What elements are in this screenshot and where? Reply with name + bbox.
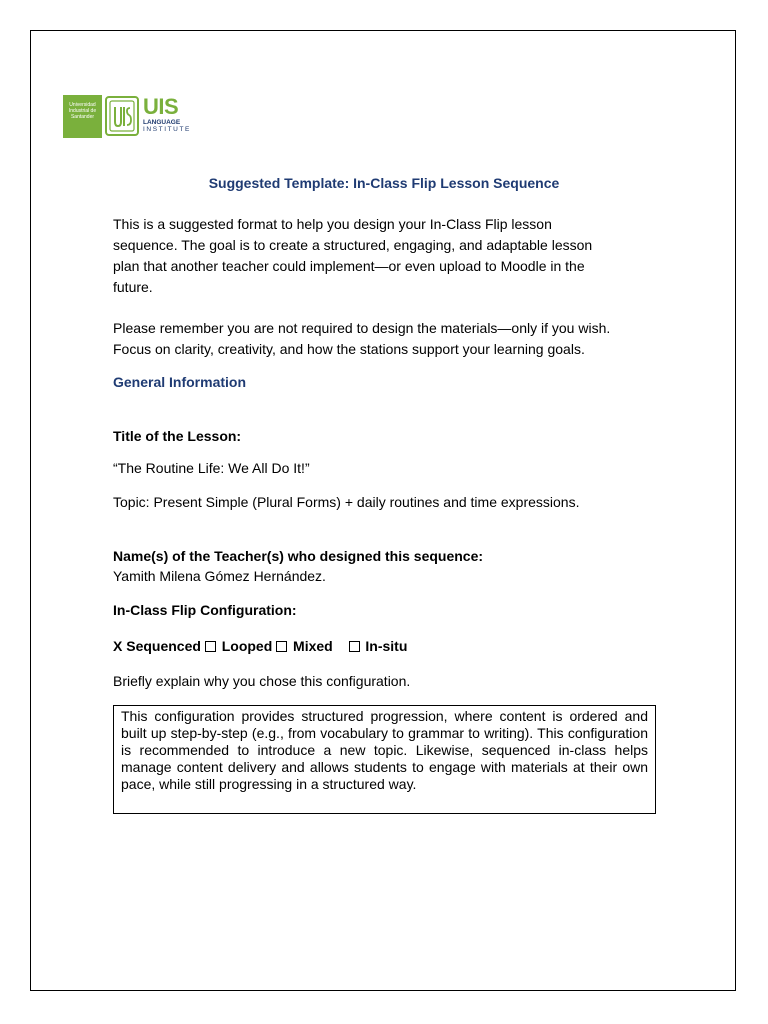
uis-logo: [63, 94, 191, 140]
mixed-checkbox[interactable]: [276, 641, 287, 652]
uis-brand-text: UIS: [143, 94, 179, 119]
language-institute-text: [143, 119, 191, 133]
university-line-1: Universidad: [69, 102, 96, 108]
reminder-line: Focus on clarity, creativity, and how the stations support your learning goals.: [113, 341, 585, 357]
topic-text: Topic: Present Simple (Plural Forms) + daily routines and time expressions.: [113, 494, 580, 510]
explanation-box[interactable]: This configuration provides structured progression, where content is ordered and built up step-by-step (e.g., from vocabulary to grammar to writing). This configuration is recommended to introduce a new topic. Likewise, sequenced in-class helps manage content delivery and allows students to engage with materials at their own pace, while still progressing in a structured way.: [113, 705, 656, 814]
reminder-paragraph: [113, 318, 673, 360]
university-line-3: Santander: [70, 114, 95, 120]
teacher-name: Yamith Milena Gómez Hernández.: [113, 568, 326, 584]
intro-line: This is a suggested format to help you design your In-Class Flip lesson: [113, 216, 552, 232]
university-logo-box: [63, 95, 102, 138]
looped-checkbox[interactable]: [205, 641, 216, 652]
sequenced-mark: X: [113, 638, 123, 654]
insitu-checkbox[interactable]: [349, 641, 360, 652]
lesson-title-label: Title of the Lesson:: [113, 428, 242, 444]
option-sequenced: Sequenced: [126, 638, 201, 654]
intro-paragraph: [113, 214, 653, 298]
option-insitu: In-situ: [365, 638, 408, 654]
general-info-heading: General Information: [113, 374, 247, 390]
language-word: LANGUAGE: [143, 119, 181, 126]
intro-line: future.: [113, 279, 153, 295]
intro-line: plan that another teacher could implement—or even upload to Moodle in the: [113, 258, 585, 274]
university-line-2: Industrial de: [68, 108, 97, 114]
institute-word: INSTITUTE: [143, 126, 191, 133]
option-looped: Looped: [221, 638, 273, 654]
teacher-label: Name(s) of the Teacher(s) who designed this sequence:: [113, 548, 484, 564]
explain-prompt: Briefly explain why you chose this configuration.: [113, 673, 411, 689]
config-options: [113, 636, 407, 657]
reminder-line: Please remember you are not required to design the materials—only if you wish.: [113, 320, 611, 336]
option-mixed: Mixed: [293, 638, 333, 654]
document-title: Suggested Template: In-Class Flip Lesson Sequence: [208, 175, 560, 191]
config-label: In-Class Flip Configuration:: [113, 602, 297, 618]
intro-line: sequence. The goal is to create a structured, engaging, and adaptable lesson: [113, 237, 593, 253]
lesson-title-value: “The Routine Life: We All Do It!”: [113, 460, 310, 476]
uis-seal-icon: [105, 96, 139, 136]
